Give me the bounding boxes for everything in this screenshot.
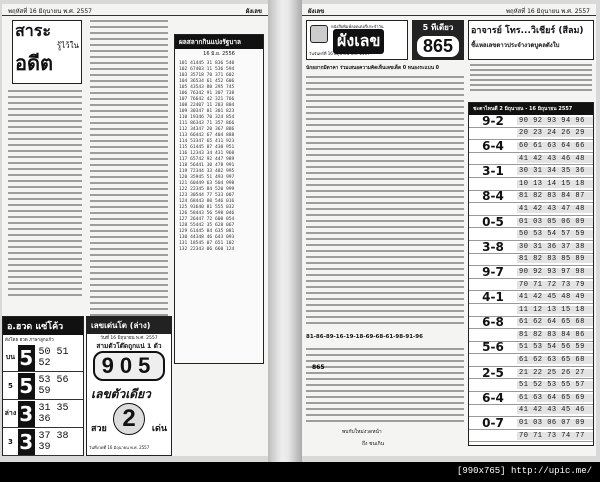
results-row: 125 93640 81 555 032 (179, 205, 235, 210)
pair-subs: 70 71 73 74 77 (517, 432, 593, 440)
results-row: 103 35718 70 371 602 (179, 73, 235, 78)
right-article-text-1 (306, 76, 464, 324)
master-name: อาจารย์ โทร...วิเชียร์ (สีลม) (471, 26, 584, 36)
results-row: 132 22343 06 660 124 (179, 247, 235, 252)
master-text (470, 64, 592, 91)
digit-rows (3, 344, 83, 456)
column-title-line2: รู้ไว้ใน (56, 41, 79, 50)
column-title-line1: สาระ (15, 21, 51, 40)
pair-subs: 01 03 05 06 09 (517, 218, 593, 226)
digit-row-key: 3 (7, 437, 13, 446)
pair-subs: 51 53 54 56 59 (517, 343, 593, 351)
digit-row-values: 50 51 52 (38, 346, 69, 369)
digit-row-key: 5 (7, 381, 13, 390)
pair-row (469, 291, 593, 304)
article-tail: พบกับใหม่งวดหน้า (342, 429, 382, 435)
pair-main: 3-1 (482, 164, 504, 179)
pair-subs: 81 82 83 84 87 (517, 192, 593, 200)
left-page (2, 4, 268, 456)
center-date: วันที่ 16 มิถุนายน พ.ศ. 2557 (100, 336, 158, 341)
single-title: เลขตัวเดียว (91, 387, 151, 401)
results-row: 115 61445 87 430 951 (179, 145, 235, 150)
results-row: 126 58443 56 598 046 (179, 211, 235, 216)
master-sub: ชี้แหลเลขดาวประจำงวดบูคลดังใบ (471, 42, 560, 49)
results-row: 120 35945 51 493 997 (179, 175, 235, 180)
pair-row (469, 115, 593, 128)
pair-row (469, 417, 593, 430)
single-right: เด่น (151, 424, 167, 434)
highlight-number: 865 (312, 364, 325, 371)
pair-main: 3-8 (482, 239, 504, 254)
article-intro: นักอยากมีตาคา ร่วมเสนอความคิดเห็นเลขเด็ด 0 หนองระแบน 0 (306, 66, 439, 71)
pair-row (469, 191, 593, 204)
single-digit-area (87, 381, 171, 451)
pair-main: 9-7 (482, 264, 504, 279)
pair-subs: 41 42 43 46 48 (517, 155, 593, 163)
center-subtitle: สามตัวโต๊ดถูกแน่ 1 ตัว (96, 342, 162, 350)
results-row: 110 19346 70 324 854 (179, 115, 235, 120)
results-row: 114 53347 65 411 923 (179, 139, 235, 144)
results-row: 119 72344 33 482 995 (179, 169, 235, 174)
digit-row-key: บน (5, 353, 16, 361)
digit-row-key: ล่าง (4, 409, 17, 417)
lottery-results-box (174, 34, 264, 364)
results-title: ผลสลากกินแบ่งรัฐบาล (175, 35, 263, 49)
pair-main: 6-4 (482, 138, 504, 153)
watermark-text: [990x765] http://upic.me/ (456, 466, 592, 476)
results-row: 121 60449 63 504 998 (179, 181, 235, 186)
pair-subs: 30 31 34 35 36 (517, 167, 593, 175)
pair-subs: 30 31 36 37 38 (517, 243, 593, 251)
hout-sub: ดังโดย ฮวด ภาษาลูกแก้ว (5, 338, 54, 343)
digit-row-digit: 5 (19, 345, 34, 370)
results-row: 127 26447 72 600 054 (179, 217, 235, 222)
results-row: 109 30347 01 301 823 (179, 109, 235, 114)
pair-row (469, 317, 593, 330)
digit-row (3, 372, 83, 400)
pair-row (469, 140, 593, 153)
pair-row (469, 241, 593, 254)
badge-top: 5 ทีเดียว (422, 23, 454, 32)
three-digits: 905 (93, 351, 165, 381)
pair-main: 2-5 (482, 365, 504, 380)
pair-main: 9-2 (482, 113, 504, 128)
results-row: 112 34347 20 367 886 (179, 127, 235, 132)
pair-subs: 90 92 93 97 98 (517, 268, 593, 276)
pair-subs: 50 53 54 57 59 (517, 230, 593, 238)
pair-subs: 81 82 83 85 89 (517, 255, 593, 263)
watermark-bar (0, 462, 600, 482)
pair-subs: 10 13 14 15 18 (517, 180, 593, 188)
left-header-date: พฤหัสที่ 16 มิถุนายน พ.ศ. 2557 (8, 8, 92, 15)
digit-row-digit: 3 (19, 401, 34, 426)
article-quote: 81-86-89-16-19-18-69-68-61-98-91-96 (306, 334, 423, 340)
digit-row-values: 53 56 59 (38, 374, 69, 397)
results-row: 111 86343 71 357 866 (179, 121, 235, 126)
column-title-line3: อดีต (15, 51, 53, 75)
pairs-table-title: ชะตาไหนดี 2 มิถุนายน - 16 มิถุนายน 2557 (469, 103, 593, 115)
pair-subs: 01 03 06 07 09 (517, 419, 593, 427)
left-article-text-2 (90, 20, 168, 346)
pair-subs: 41 42 43 47 48 (517, 205, 593, 213)
single-digit-circle (113, 403, 145, 435)
center-title: เลขเด่นโต (ล่าง) (87, 317, 171, 334)
signature: ถึง ชนเกิน (362, 441, 385, 447)
results-row: 129 61445 84 635 081 (179, 229, 235, 234)
pair-main: 0-5 (482, 214, 504, 229)
single-left: สวย (91, 424, 107, 434)
page-gutter (268, 0, 302, 462)
center-footer-date: วันที่งวดที่ 16 มิถุนายน พ.ศ. 2557 (89, 445, 150, 450)
hout-title: อ.ฮวด แซ่โค้ว (3, 317, 83, 335)
results-row: 130 44348 46 643 093 (179, 235, 235, 240)
left-header-paper: ผังเลข (245, 8, 262, 15)
digit-row-values: 31 35 36 (38, 402, 69, 425)
pair-subs: 41 42 45 48 49 (517, 293, 593, 301)
pair-subs: 21 22 25 26 27 (517, 369, 593, 377)
digit-row-digit: 3 (19, 429, 34, 454)
results-row: 104 36534 61 452 606 (179, 79, 235, 84)
pair-main: 0-7 (482, 416, 504, 431)
pair-subs: 51 52 53 55 57 (517, 381, 593, 389)
pairs-rows (469, 115, 593, 442)
results-row: 124 68443 80 546 016 (179, 199, 235, 204)
pair-subs: 81 82 83 84 86 (517, 331, 593, 339)
results-row: 123 30544 77 533 007 (179, 193, 235, 198)
master-header (468, 20, 594, 60)
masthead-sub: หนังสือพิมพ์ลอตเตอรี่ประจำวัน (331, 24, 384, 29)
left-header (2, 4, 268, 16)
pair-row (469, 430, 593, 443)
pair-subs: 20 23 24 26 29 (517, 129, 593, 137)
pair-subs: 61 62 64 65 68 (517, 318, 593, 326)
results-row: 107 76642 42 321 766 (179, 97, 235, 102)
pair-row (469, 216, 593, 229)
results-rows (175, 59, 263, 255)
left-article-text-1 (8, 90, 82, 296)
pair-row (469, 266, 593, 279)
pair-main: 6-8 (482, 315, 504, 330)
digit-row (3, 400, 83, 428)
pair-subs: 70 71 72 73 79 (517, 281, 593, 289)
digit-row (3, 344, 83, 372)
pair-subs: 60 61 63 64 66 (517, 142, 593, 150)
pair-row (469, 367, 593, 380)
pair-subs: 61 62 63 65 68 (517, 356, 593, 364)
results-row: 108 22407 11 283 804 (179, 103, 235, 108)
pair-row (469, 392, 593, 405)
right-article-text-2 (306, 348, 464, 422)
results-row: 117 65742 92 447 989 (179, 157, 235, 162)
column-title (12, 20, 82, 84)
right-header-date: พฤหัสที่ 16 มิถุนายน พ.ศ. 2557 (506, 8, 590, 15)
results-row: 128 55442 35 628 067 (179, 223, 235, 228)
results-row: 102 67403 11 536 594 (179, 67, 235, 72)
digit-row-digit: 5 (19, 373, 34, 398)
center-bottom-box (86, 316, 172, 456)
right-page (302, 4, 596, 456)
masthead-name: ผังเลข (333, 29, 384, 54)
results-row: 106 76342 91 307 738 (179, 91, 235, 96)
results-row: 105 43543 80 295 745 (179, 85, 235, 90)
masthead (306, 20, 408, 60)
pair-subs: 11 12 13 15 18 (517, 306, 593, 314)
results-row: 122 22345 84 520 999 (179, 187, 235, 192)
masthead-date: วันจันทร์ที่ 16 มิถุนายน พ.ศ. 2557 (309, 51, 370, 56)
hout-box (2, 316, 84, 456)
pairs-table (468, 102, 594, 446)
pair-main: 5-6 (482, 340, 504, 355)
results-row: 101 41445 31 836 540 (179, 61, 235, 66)
pair-subs: 90 92 93 94 96 (517, 117, 593, 125)
badge-number: 865 (417, 36, 459, 57)
results-row: 131 18545 07 651 102 (179, 241, 235, 246)
pair-row (469, 165, 593, 178)
results-row: 118 56441 30 478 991 (179, 163, 235, 168)
digit-row-values: 37 38 39 (38, 430, 69, 453)
badge (412, 20, 464, 60)
pair-subs: 41 42 43 45 46 (517, 406, 593, 414)
masthead-logo-icon (310, 25, 328, 43)
pair-subs: 61 63 64 65 69 (517, 394, 593, 402)
pair-main: 6-4 (482, 390, 504, 405)
digit-row (3, 428, 83, 456)
pair-main: 8-4 (482, 189, 504, 204)
pair-row (469, 342, 593, 355)
results-sub: 16 มิ.ย. 2556 (203, 51, 235, 57)
pair-main: 4-1 (482, 290, 504, 305)
right-header-paper: ผังเลข (308, 8, 325, 15)
results-row: 113 66442 67 404 888 (179, 133, 235, 138)
results-row: 116 12343 34 431 960 (179, 151, 235, 156)
right-header (302, 4, 596, 16)
single-digit: 2 (122, 405, 136, 432)
